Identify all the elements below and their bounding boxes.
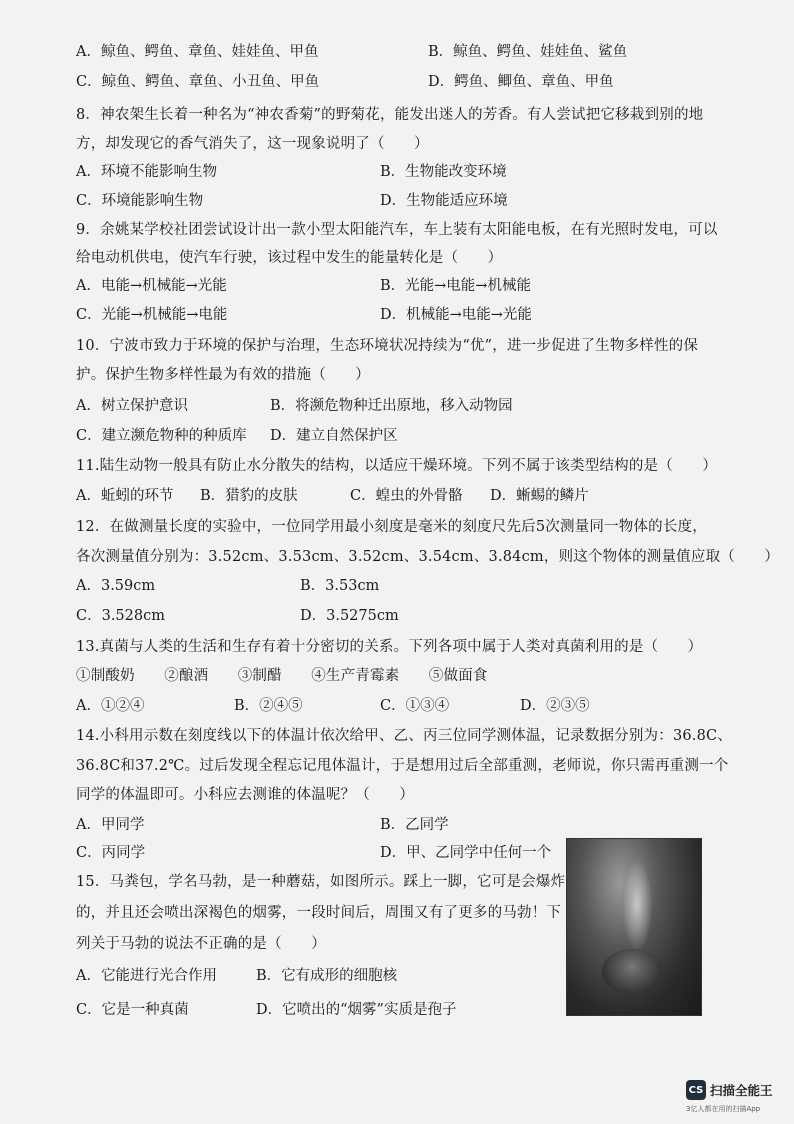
q15-option-b: B．它有成形的细胞核 xyxy=(256,968,398,984)
scanner-slogan: 3亿人都在用的扫描App xyxy=(686,1105,761,1113)
q10-option-c: C．建立濒危物种的种质库 xyxy=(76,428,247,444)
q14-stem-line1: 14.小科用示数在刻度线以下的体温计依次给甲、乙、丙三位同学测体温，记录数据分别为：36.8C、 xyxy=(76,728,733,744)
q10-stem-line1: 10．宁波市致力于环境的保护与治理，生态环境状况持续为“优”，进一步促进了生物多样性的保 xyxy=(76,338,699,354)
q9-option-c: C．光能→机械能→电能 xyxy=(76,307,228,323)
q7-option-d: D．鳄鱼、鲫鱼、章鱼、甲鱼 xyxy=(428,74,614,90)
q13-option-c: C．①③④ xyxy=(380,698,450,714)
q15-stem-line1: 15．马粪包，学名马勃，是一种蘑菇，如图所示。踩上一脚，它可是会爆炸 xyxy=(76,874,566,890)
q8-option-c: C．环境能影响生物 xyxy=(76,193,204,209)
q8-stem-line2: 方，却发现它的香气消失了，这一现象说明了（ ） xyxy=(76,136,429,152)
scanner-app-name: 扫描全能王 xyxy=(710,1083,773,1098)
q14-option-b: B．乙同学 xyxy=(380,817,449,833)
puffball-photo xyxy=(566,838,702,1016)
q13-option-a: A．①②④ xyxy=(76,698,145,714)
q12-option-a: A．3.59cm xyxy=(76,578,156,594)
q10-option-a: A．树立保护意识 xyxy=(76,398,188,414)
q15-option-c: C．它是一种真菌 xyxy=(76,1002,189,1018)
q7-option-a: A．鲸鱼、鳄鱼、章鱼、娃娃鱼、甲鱼 xyxy=(76,44,319,60)
q12-option-c: C．3.528cm xyxy=(76,608,165,624)
q9-option-d: D．机械能→电能→光能 xyxy=(380,307,532,323)
spore-cloud xyxy=(622,859,652,949)
q10-option-b: B．将濒危物种迁出原地，移入动物园 xyxy=(270,398,513,414)
q15-option-d: D．它喷出的“烟雾”实质是孢子 xyxy=(256,1002,457,1018)
q14-option-a: A．甲同学 xyxy=(76,817,145,833)
q12-stem-line2: 各次测量值分别为：3.52cm、3.53cm、3.52cm、3.54cm、3.84cm，则这个物体的测量值应取（ ） xyxy=(76,549,780,565)
q8-option-d: D．生物能适应环境 xyxy=(380,193,508,209)
q9-stem-line2: 给电动机供电，使汽车行驶，该过程中发生的能量转化是（ ） xyxy=(76,250,503,266)
q14-stem-line3: 同学的体温即可。小科应去测谁的体温呢？（ ） xyxy=(76,787,415,803)
cs-logo-icon: CS xyxy=(686,1080,706,1100)
q12-stem-line1: 12．在做测量长度的实验中，一位同学用最小刻度是毫米的刻度尺先后5次测量同一物体的长度， xyxy=(76,519,707,535)
q7-option-b: B．鲸鱼、鳄鱼、娃娃鱼、鲨鱼 xyxy=(428,44,628,60)
q8-option-a: A．环境不能影响生物 xyxy=(76,164,217,180)
q13-option-b: B．②④⑤ xyxy=(234,698,303,714)
scanner-logo xyxy=(686,1080,773,1100)
q9-option-a: A．电能→机械能→光能 xyxy=(76,278,227,294)
q12-option-d: D．3.5275cm xyxy=(300,608,399,624)
q13-stem-line1: 13.真菌与人类的生活和生存有着十分密切的关系。下列各项中属于人类对真菌利用的是（ ） xyxy=(76,639,703,655)
q9-stem-line1: 9．余姚某学校社团尝试设计出一款小型太阳能汽车，车上装有太阳能电板，在有光照时发电，可以 xyxy=(76,222,718,238)
q14-stem-line2: 36.8C和37.2℃。过后发现全程忘记甩体温计，于是想用过后全部重测，老师说，你只需再重测一个 xyxy=(76,758,729,774)
q15-stem-line3: 列关于马勃的说法不正确的是（ ） xyxy=(76,936,326,952)
q9-option-b: B．光能→电能→机械能 xyxy=(380,278,531,294)
q14-option-d: D．甲、乙同学中任何一个 xyxy=(380,845,552,861)
q14-option-c: C．丙同学 xyxy=(76,845,146,861)
q11-stem-line1: 11.陆生动物一般具有防止水分散失的结构，以适应干燥环境。下列不属于该类型结构的是（ ） xyxy=(76,458,718,474)
q10-stem-line2: 护。保护生物多样性最为有效的措施（ ） xyxy=(76,367,370,383)
q11-option-c: C．蝗虫的外骨骼 xyxy=(350,488,463,504)
q11-option-a: A．蚯蚓的环节 xyxy=(76,488,174,504)
q13-items: ①制酸奶 ②酿酒 ③制醋 ④生产青霉素 ⑤做面食 xyxy=(76,668,488,684)
q15-stem-line2: 的，并且还会喷出深褐色的烟雾，一段时间后，周围又有了更多的马勃！下 xyxy=(76,905,562,921)
q12-option-b: B．3.53cm xyxy=(300,578,380,594)
q11-option-d: D．蜥蜴的鳞片 xyxy=(490,488,589,504)
q13-option-d: D．②③⑤ xyxy=(520,698,590,714)
q8-option-b: B．生物能改变环境 xyxy=(380,164,507,180)
q8-stem-line1: 8．神农架生长着一种名为“神农香菊”的野菊花，能发出迷人的芳香。有人尝试把它移栽到别的地 xyxy=(76,107,704,123)
q7-option-c: C．鲸鱼、鳄鱼、章鱼、小丑鱼、甲鱼 xyxy=(76,74,320,90)
puffball-mushroom xyxy=(602,949,662,994)
q10-option-d: D．建立自然保护区 xyxy=(270,428,398,444)
q11-option-b: B．猎豹的皮肤 xyxy=(200,488,298,504)
q15-option-a: A．它能进行光合作用 xyxy=(76,968,217,984)
